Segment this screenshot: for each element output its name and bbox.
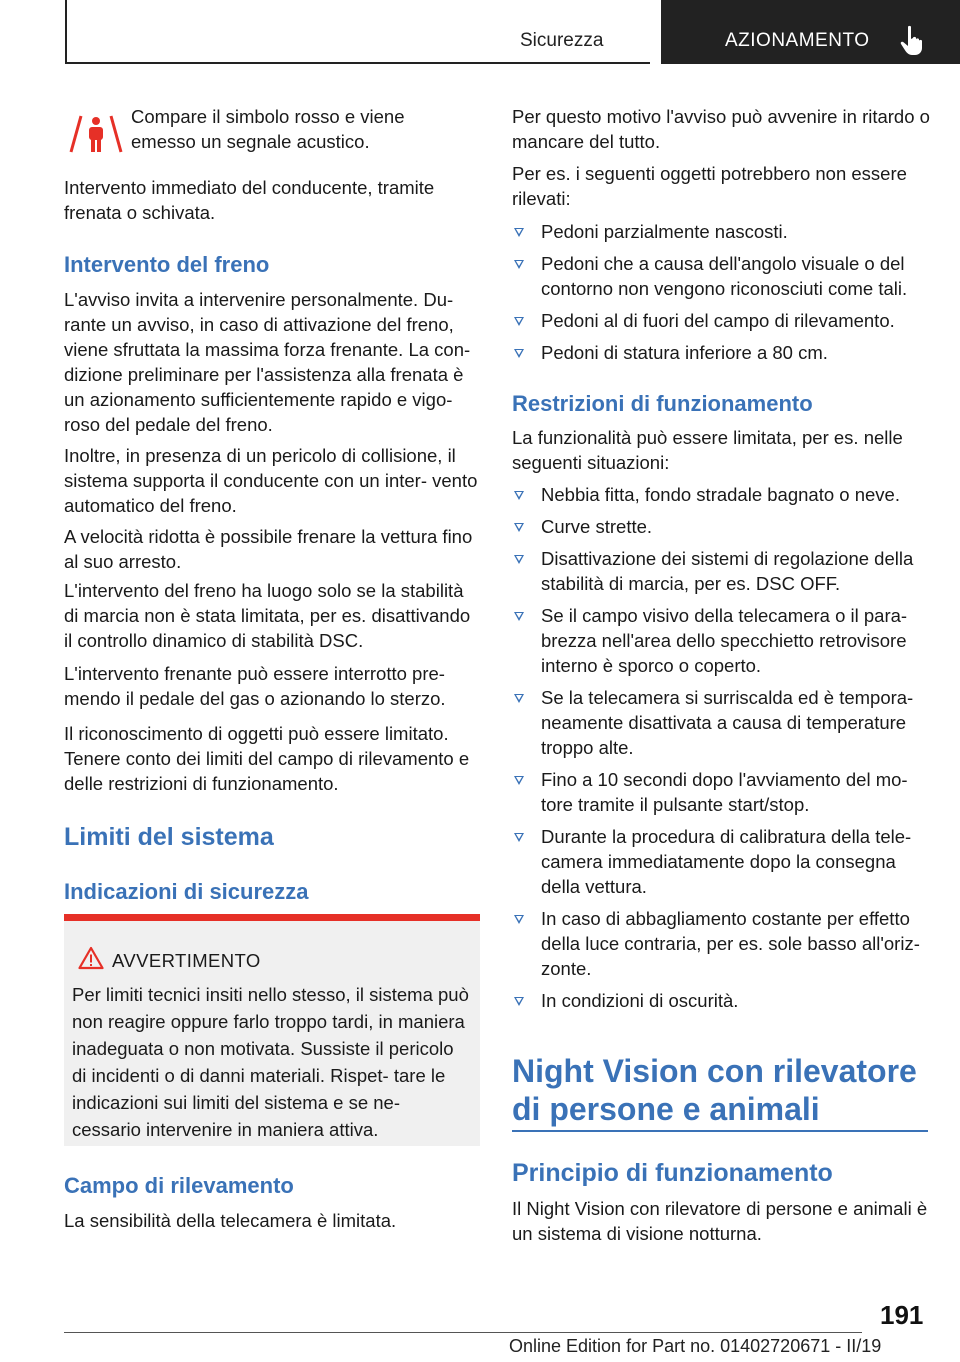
section-title: Sicurezza bbox=[520, 30, 604, 51]
header-frame-bottom bbox=[65, 62, 650, 64]
list-item: Pedoni parzialmente nascosti. bbox=[512, 219, 930, 244]
paragraph-restrizioni: La funzionalità può essere limitata, per es. nelle seguenti situazioni: bbox=[512, 427, 903, 473]
section-divider bbox=[512, 1130, 928, 1132]
heading-restrizioni: Restrizioni di funzionamento bbox=[512, 391, 813, 416]
list-item: Pedoni di statura inferiore a 80 cm. bbox=[512, 340, 930, 365]
warning-triangle-icon bbox=[78, 946, 104, 970]
list-item: Se il campo visivo della telecamera o il para- brezza nell'area dello specchietto retrovisore interno è sporco o coperto. bbox=[512, 603, 930, 678]
triangle-bullet-icon bbox=[514, 317, 524, 326]
triangle-bullet-icon bbox=[514, 523, 524, 532]
header-frame-left bbox=[65, 0, 67, 64]
triangle-bullet-icon bbox=[514, 776, 524, 785]
heading-limiti-sistema: Limiti del sistema bbox=[64, 823, 274, 851]
heading-principio: Principio di funzionamento bbox=[512, 1159, 833, 1187]
hand-touch-icon bbox=[896, 24, 930, 56]
warning-title: AVVERTIMENTO bbox=[112, 950, 261, 971]
list-situazioni bbox=[512, 482, 930, 1013]
paragraph-freno-6: Il riconoscimento di oggetti può essere limitato. Tenere conto dei limiti del campo di rilevamento e delle restrizioni di funzionamento. bbox=[64, 723, 470, 794]
heading-intervento-freno: Intervento del freno bbox=[64, 252, 270, 277]
paragraph-campo: La sensibilità della telecamera è limitata. bbox=[64, 1210, 397, 1231]
list-item: Pedoni che a causa dell'angolo visuale o del contorno non vengono riconosciuti come tali. bbox=[512, 251, 930, 301]
triangle-bullet-icon bbox=[514, 997, 524, 1006]
triangle-bullet-icon bbox=[514, 491, 524, 500]
warning-box bbox=[64, 914, 480, 1146]
warning-text: Per limiti tecnici insiti nello stesso, il sistema può non reagire oppure farlo troppo tardi, in maniera inadeguata o non motivata. Sussiste il pericolo di incidenti o di danni materiali. Rispet- tare le indicazioni sui limiti del sistema e se ne- cessario intervenire in maniera attiva. bbox=[72, 984, 469, 1140]
heading-indicazioni-sicurezza: Indicazioni di sicurezza bbox=[64, 879, 309, 904]
heading-night-vision: Night Vision con rilevatore di persone e animali bbox=[512, 1053, 917, 1127]
list-oggetti bbox=[512, 219, 930, 365]
list-item: Fino a 10 secondi dopo l'avviamento del mo- tore tramite il pulsante start/stop. bbox=[512, 767, 930, 817]
paragraph-freno-4: L'intervento del freno ha luogo solo se la stabilità di marcia non è stata limitata, per es. disattivando il controllo dinamico di stabilità DSC. bbox=[64, 580, 471, 651]
list-item: Se la telecamera si surriscalda ed è tempora- neamente disattivata a causa di temperature troppo alte. bbox=[512, 685, 930, 760]
heading-campo-rilevamento: Campo di rilevamento bbox=[64, 1173, 294, 1198]
triangle-bullet-icon bbox=[514, 228, 524, 237]
list-item: Pedoni al di fuori del campo di rilevamento. bbox=[512, 308, 930, 333]
list-item: Durante la procedura di calibratura della tele- camera immediatamente dopo la consegna della vettura. bbox=[512, 824, 930, 899]
footer-divider bbox=[64, 1332, 862, 1333]
paragraph-oggetti: Per es. i seguenti oggetti potrebbero non essere rilevati: bbox=[512, 163, 907, 209]
list-item: Disattivazione dei sistemi di regolazione della stabilità di marcia, per es. DSC OFF. bbox=[512, 546, 930, 596]
paragraph-intervento: Intervento immediato del conducente, tramite frenata o schivata. bbox=[64, 177, 435, 223]
page-number: 191 bbox=[880, 1300, 924, 1330]
symbol-description: Compare il simbolo rosso e viene emesso un segnale acustico. bbox=[131, 106, 405, 152]
triangle-bullet-icon bbox=[514, 349, 524, 358]
pedestrian-warning-icon bbox=[69, 112, 123, 156]
paragraph-freno-2: Inoltre, in presenza di un pericolo di collisione, il sistema supporta il conducente con un inter- vento automatico del freno. bbox=[64, 445, 478, 516]
paragraph-freno-1: L'avviso invita a intervenire personalmente. Du- rante un avviso, in caso di attivazione del freno, viene sfruttata la massima forza frenante. La con- dizione preliminare per l'assistenza alla frenata è un azionamento sufficientemente rapido e vigo- roso del pedale del freno. bbox=[64, 289, 471, 435]
list-item: Curve strette. bbox=[512, 514, 930, 539]
triangle-bullet-icon bbox=[514, 260, 524, 269]
list-item: In caso di abbagliamento costante per effetto della luce contraria, per es. sole basso all'oriz- zonte. bbox=[512, 906, 930, 981]
paragraph-freno-3: A velocità ridotta è possibile frenare la vettura fino al suo arresto. bbox=[64, 526, 473, 572]
triangle-bullet-icon bbox=[514, 612, 524, 621]
paragraph-freno-5: L'intervento frenante può essere interrotto pre- mendo il pedale del gas o azionando lo sterzo. bbox=[64, 663, 446, 709]
paragraph-motivo: Per questo motivo l'avviso può avvenire in ritardo o mancare del tutto. bbox=[512, 106, 930, 152]
edition-footer: Online Edition for Part no. 01402720671 - II/19 bbox=[509, 1336, 882, 1356]
triangle-bullet-icon bbox=[514, 915, 524, 924]
list-item: In condizioni di oscurità. bbox=[512, 988, 930, 1013]
list-item: Nebbia fitta, fondo stradale bagnato o neve. bbox=[512, 482, 930, 507]
chapter-tab bbox=[661, 0, 960, 64]
chapter-title: AZIONAMENTO bbox=[725, 30, 870, 51]
triangle-bullet-icon bbox=[514, 555, 524, 564]
triangle-bullet-icon bbox=[514, 694, 524, 703]
triangle-bullet-icon bbox=[514, 833, 524, 842]
paragraph-principio: Il Night Vision con rilevatore di persone e animali è un sistema di visione notturna. bbox=[512, 1198, 928, 1244]
